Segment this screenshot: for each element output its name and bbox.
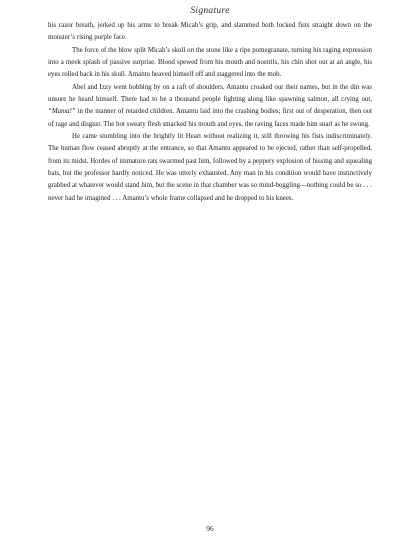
book-page-body xyxy=(48,20,372,205)
paragraph: The force of the blow split Micah’s skull on the stone like a ripe pomegranate, turning his raging expression into a meek splash of passive surprise. Blood spewed from his mouth and nostrils, his chin shot out at an angle, his eyes rolled back in his skull. Amantu heaved himself off and staggered into the mob. xyxy=(48,46,372,79)
page-number: 96 xyxy=(206,524,214,533)
paragraph: He came stumbling into the brightly lit Heart without realizing it, still throwing his fists indiscriminately. The human flow ceased abruptly at the entrance, so that Amantu appeared to be ejected, rather than self-propelled, from its midst. Hordes of immature rats swarmed past him, followed by a peppery explosion of hissing and squealing bats, but the professor hardly noticed. He was utterly exhausted. Any man in his condition would have instinctively grabbed at whatever would stand him, but the scene in that chamber was so mind-boggling—nothing could be so . . . never had he imagined . . . Amantu’s whole frame collapsed and he dropped to his knees. xyxy=(48,133,372,202)
paragraph-text: Abel and Izzy went bobbing by on a raft of shoulders. Amantu croaked out their names, but in the din was unsure he heard himself. There had to be a thousand people fighting along like spawning salmon, all crying out, xyxy=(48,83,372,104)
paragraph-text: in the manner of retarded children. Amantu laid into the crashing bodies; first out of desperation, then out of rage and disgust. The hot sweaty flesh smacked his mouth and eyes, the raving faces made him snarl as he swung. xyxy=(48,108,372,128)
paragraph-continuation: his razor breath, jerked up his arms to break Micah’s grip, and slammed both locked fists straight down on the monster’s rising purple face. xyxy=(48,22,372,42)
emphasized-quote: “Mama!” xyxy=(48,108,76,116)
running-header: Signature xyxy=(190,6,230,16)
paragraph xyxy=(48,82,372,131)
